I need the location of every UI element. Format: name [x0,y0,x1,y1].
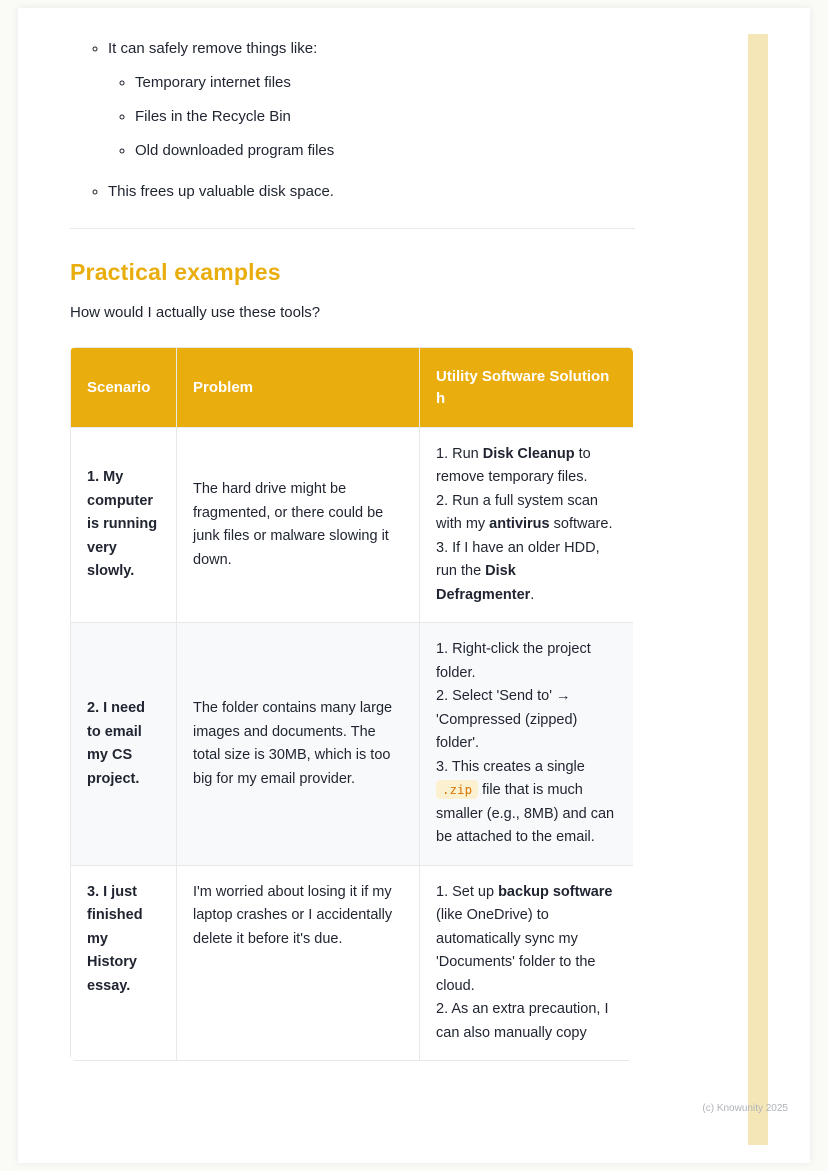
page-edge-ribbon [748,34,768,1145]
table-row [71,428,634,623]
scenario-cell: 1. My computer is running very slowly. [71,428,177,623]
document-page [18,8,810,1163]
table-row [71,623,634,865]
list-item: ◦ Old downloaded program files [135,140,635,161]
problem-cell: The folder contains many large images and documents. The total size is 30MB, which is too big for my email provider. [177,623,420,865]
section-title: Practical examples [70,259,281,285]
table-header-row [71,348,634,428]
watermark: (c) Knowunity 2025 [702,1103,788,1114]
problem-cell: I'm worried about losing it if my laptop crashes or I accidentally delete it before it's due. [177,865,420,1060]
section-intro-text: How would I actually use these tools? [70,304,321,321]
utility-software-table [70,347,633,1061]
header-solution: Utility Software Solution h [420,348,634,428]
header-problem: Problem [177,348,420,428]
list-item: ◦ Files in the Recycle Bin [135,106,635,127]
table-header [71,348,634,428]
list-item-text: This frees up valuable disk space. [108,183,334,200]
header-scenario: Scenario [71,348,177,428]
intro-bullet-list [70,38,635,202]
table-body [71,428,634,1061]
nested-bullet-list [108,72,635,161]
scenario-cell: 2. I need to email my CS project. [71,623,177,865]
solution-cell: 1. Run Disk Cleanup to remove temporary files. 2. Run a full system scan with my antivirus software. 3. If I have an older HDD, run the Disk Defragmenter. [420,428,634,623]
table-row [71,865,634,1060]
list-item [108,181,635,202]
problem-cell: The hard drive might be fragmented, or there could be junk files or malware slowing it down. [177,428,420,623]
utility-table-wrapper [70,347,633,1061]
scenario-cell: 3. I just finished my History essay. [71,865,177,1060]
divider [70,228,635,229]
list-item: ◦ Temporary internet files [135,72,635,93]
solution-cell: 1. Set up backup software (like OneDrive) to automatically sync my 'Documents' folder to the cloud. 2. As an extra precaution, I can also manually copy [420,865,634,1060]
list-item-text: It can safely remove things like: [108,40,318,57]
solution-cell: 1. Right-click the project folder. 2. Select 'Send to' → 'Compressed (zipped) folder'. 3. This creates a single .zip file that is much smaller (e.g., 8MB) and can be attached to the email. [420,623,634,865]
list-item [108,38,635,161]
document-content [70,38,635,1061]
